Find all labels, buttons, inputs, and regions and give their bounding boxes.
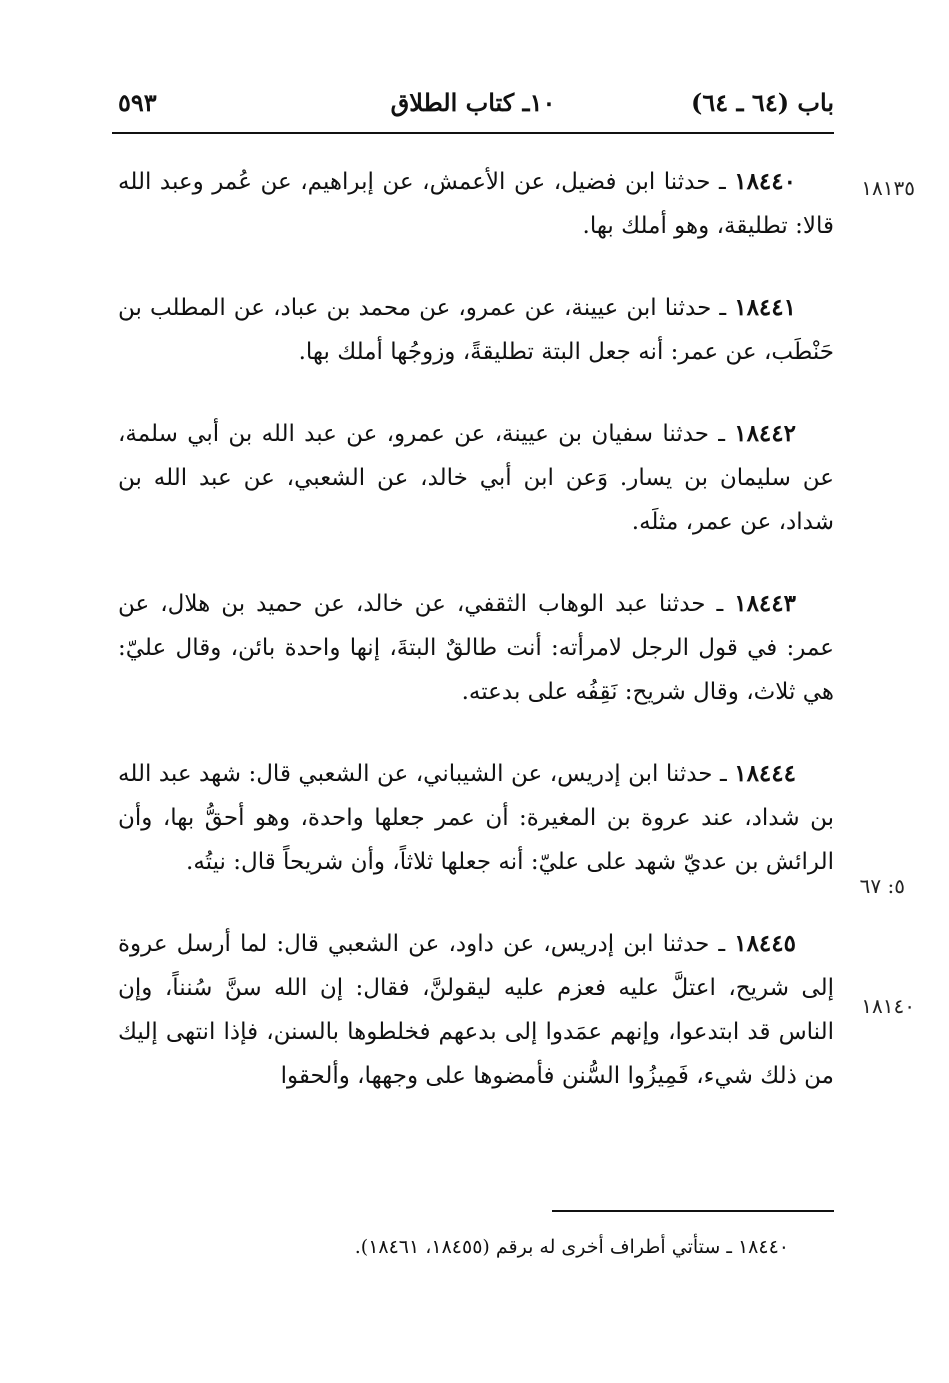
hadith-number: ١٨٤٤١ bbox=[734, 294, 796, 321]
hadith-number: ١٨٤٤٣ bbox=[734, 590, 796, 617]
hadith-text: ـ حدثنا ابن عيينة، عن عمرو، عن محمد بن عباد، عن المطلب بن حَنْطَب، عن عمر: أنه جعل البتة تطليقةً، وزوجُها أملك بها. bbox=[118, 295, 834, 365]
hadith-paragraph bbox=[118, 412, 834, 544]
hadith-paragraph bbox=[118, 582, 834, 714]
hadith-paragraph bbox=[118, 922, 834, 1098]
header-chapter-range: باب (٦٤ ـ ٦٤) bbox=[691, 88, 834, 117]
hadith-paragraph bbox=[118, 160, 834, 248]
hadith-paragraph bbox=[118, 752, 834, 884]
page-body bbox=[118, 160, 834, 1136]
footnote: ١٨٤٤٠ ـ ستأتي أطراف أخرى له برقم (١٨٤٥٥، ١٨٤٦١). bbox=[354, 1236, 789, 1258]
hadith-number: ١٨٤٤٤ bbox=[734, 760, 796, 787]
page-number: ٥٩٣ bbox=[118, 88, 157, 117]
hadith-number: ١٨٤٤٠ bbox=[734, 168, 796, 195]
hadith-text: ـ حدثنا ابن إدريس، عن داود، عن الشعبي قال: لما أرسل عروة إلى شريح، اعتلَّ عليه فعزم عليه ليقولنَّ، فقال: إن الله سنَّ سُنناً، وإن الناس قد ابتدعوا، وإنهم عمَدوا إلى بدعهم فخلطوها بالسنن، فإذا انتهى إليك من ذلك شيء، فَمِيزُوا السُّنن فأمضوها على وجهها، وألحقوا bbox=[118, 931, 834, 1089]
hadith-number: ١٨٤٤٢ bbox=[734, 420, 796, 447]
hadith-paragraph bbox=[118, 286, 834, 374]
margin-ref-1: ١٨١٣٥ bbox=[861, 176, 915, 200]
hadith-number: ١٨٤٤٥ bbox=[734, 930, 796, 957]
margin-ref-3: ١٨١٤٠ bbox=[861, 994, 915, 1018]
hadith-text: ـ حدثنا عبد الوهاب الثقفي، عن خالد، عن حميد بن هلال، عن عمر: في قول الرجل لامرأته: أنت طالقٌ البتةَ، إنها واحدة بائن، وقال عليّ: هي ثلاث، وقال شريح: نَقِفُه على بدعته. bbox=[118, 591, 834, 705]
header-divider bbox=[112, 132, 834, 134]
header-book-title: ١٠ـ كتاب الطلاق bbox=[390, 88, 556, 117]
hadith-text: ـ حدثنا ابن فضيل، عن الأعمش، عن إبراهيم، عن عُمر وعبد الله قالا: تطليقة، وهو أملك بها. bbox=[118, 169, 834, 239]
margin-ref-2: ٥: ٦٧ bbox=[859, 874, 905, 898]
running-header bbox=[112, 82, 834, 126]
footnote-divider bbox=[552, 1210, 834, 1212]
hadith-text: ـ حدثنا سفيان بن عيينة، عن عمرو، عن عبد الله بن أبي سلمة، عن سليمان بن يسار. وَعن ابن أبي خالد، عن الشعبي، عن عبد الله بن شداد، عن عمر، مثلَه. bbox=[118, 421, 834, 535]
hadith-text: ـ حدثنا ابن إدريس، عن الشيباني، عن الشعبي قال: شهد عبد الله بن شداد، عند عروة بن المغيرة: أن عمر جعلها واحدة، وهو أحقُّ بها، وأن الرائش بن عديّ شهد على عليّ: أنه جعلها ثلاثاً، وأن شريحاً قال: نيتُه. bbox=[118, 761, 834, 875]
